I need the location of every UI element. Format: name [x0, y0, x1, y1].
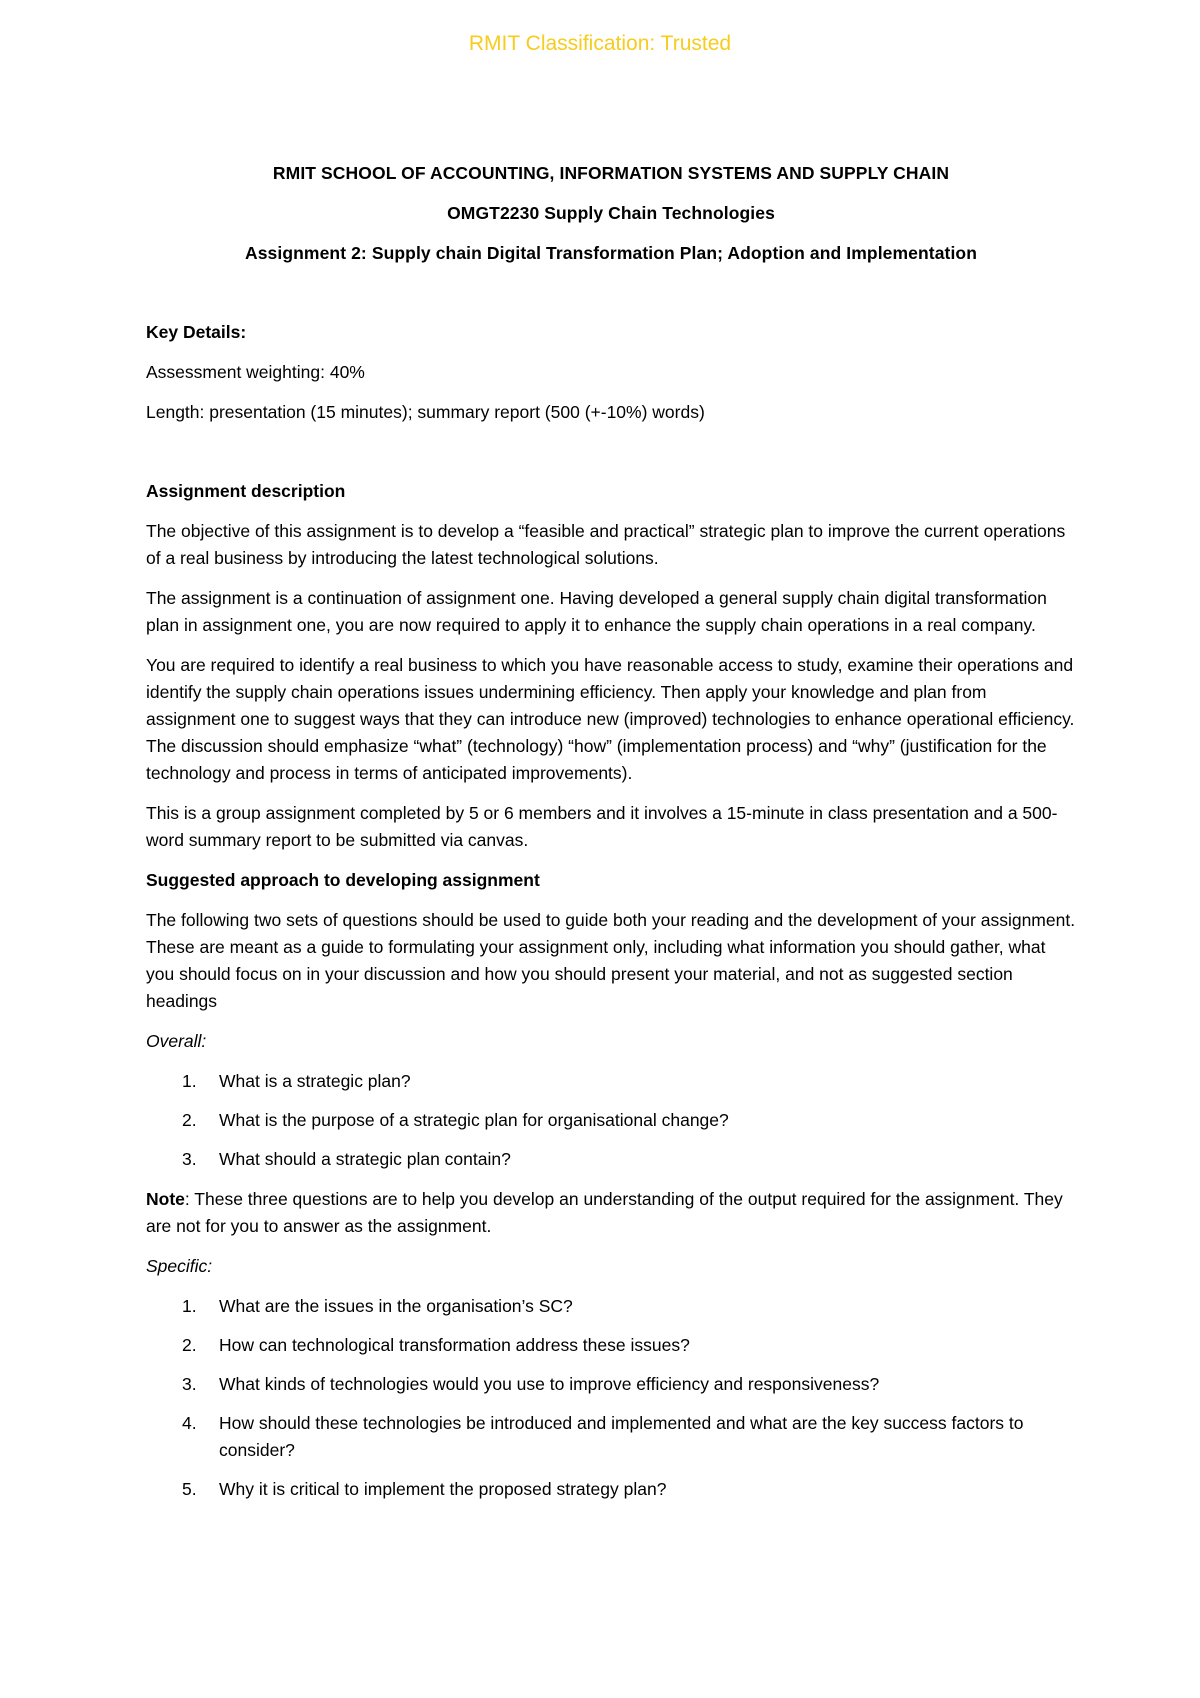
list-item: [146, 1371, 1076, 1398]
approach-heading: Suggested approach to developing assignment: [146, 870, 540, 890]
overall-label: Overall:: [146, 1031, 207, 1051]
list-item: [146, 1068, 1076, 1095]
list-item: [146, 1476, 1076, 1503]
specific-questions-list: [146, 1293, 1076, 1503]
key-details-heading: Key Details:: [146, 322, 247, 342]
description-heading: Assignment description: [146, 481, 346, 501]
list-item-text: What should a strategic plan contain?: [219, 1149, 511, 1169]
list-item-text: How can technological transformation address these issues?: [219, 1335, 690, 1355]
list-number: 1.: [182, 1296, 197, 1316]
note-label: Note: [146, 1189, 185, 1209]
list-item-text: How should these technologies be introduced and implemented and what are the key success factors to consider?: [219, 1413, 1024, 1460]
document-body: [146, 160, 1076, 1516]
list-item-text: What is a strategic plan?: [219, 1071, 411, 1091]
list-item: [146, 1146, 1076, 1173]
list-item: [146, 1410, 1076, 1464]
list-item: [146, 1293, 1076, 1320]
list-number: 4.: [182, 1413, 197, 1433]
assessment-weighting: Assessment weighting: 40%: [146, 362, 365, 382]
specific-label: Specific:: [146, 1256, 213, 1276]
note-paragraph: [146, 1186, 1076, 1240]
description-paragraph: The objective of this assignment is to develop a “feasible and practical” strategic plan to improve the current operations of a real business by introducing the latest technological solutions.: [146, 521, 1066, 568]
list-item-text: What kinds of technologies would you use to improve efficiency and responsiveness?: [219, 1374, 880, 1394]
list-item-text: Why it is critical to implement the proposed strategy plan?: [219, 1479, 667, 1499]
description-paragraph: You are required to identify a real business to which you have reasonable access to study, examine their operations and identify the supply chain operations issues undermining efficiency. Then apply your knowledge and plan from assignment one to suggest ways that they can introduce new (improved) technologies to enhance operational efficiency. The discussion should emphasize “what” (technology) “how” (implementation process) and “why” (justification for the technology and process in terms of anticipated improvements).: [146, 655, 1075, 783]
assessment-length: Length: presentation (15 minutes); summary report (500 (+-10%) words): [146, 402, 705, 422]
classification-label: RMIT Classification: Trusted: [468, 32, 732, 55]
list-item-text: What is the purpose of a strategic plan for organisational change?: [219, 1110, 729, 1130]
list-number: 2.: [182, 1110, 197, 1130]
assignment-title: Assignment 2: Supply chain Digital Transformation Plan; Adoption and Implementation: [244, 243, 977, 263]
list-item: [146, 1107, 1076, 1134]
list-number: 2.: [182, 1335, 197, 1355]
list-number: 5.: [182, 1479, 197, 1499]
overall-questions-list: [146, 1068, 1076, 1173]
list-item-text: What are the issues in the organisation’s SC?: [219, 1296, 573, 1316]
course-title: OMGT2230 Supply Chain Technologies: [447, 203, 775, 223]
school-title: RMIT SCHOOL OF ACCOUNTING, INFORMATION SYSTEMS AND SUPPLY CHAIN: [272, 163, 950, 183]
list-number: 3.: [182, 1374, 197, 1394]
note-text: : These three questions are to help you develop an understanding of the output required for the assignment. They are not for you to answer as the assignment.: [146, 1189, 1063, 1236]
description-paragraph: The assignment is a continuation of assignment one. Having developed a general supply chain digital transformation plan in assignment one, you are now required to apply it to enhance the supply chain operations in a real company.: [146, 588, 1047, 635]
approach-intro: The following two sets of questions should be used to guide both your reading and the development of your assignment. These are meant as a guide to formulating your assignment only, including what information you should gather, what you should focus on in your discussion and how you should present your material, and not as suggested section headings: [146, 910, 1076, 1011]
list-item: [146, 1332, 1076, 1359]
list-number: 1.: [182, 1071, 197, 1091]
description-paragraph: This is a group assignment completed by 5 or 6 members and it involves a 15-minute in class presentation and a 500-word summary report to be submitted via canvas.: [146, 803, 1058, 850]
list-number: 3.: [182, 1149, 197, 1169]
